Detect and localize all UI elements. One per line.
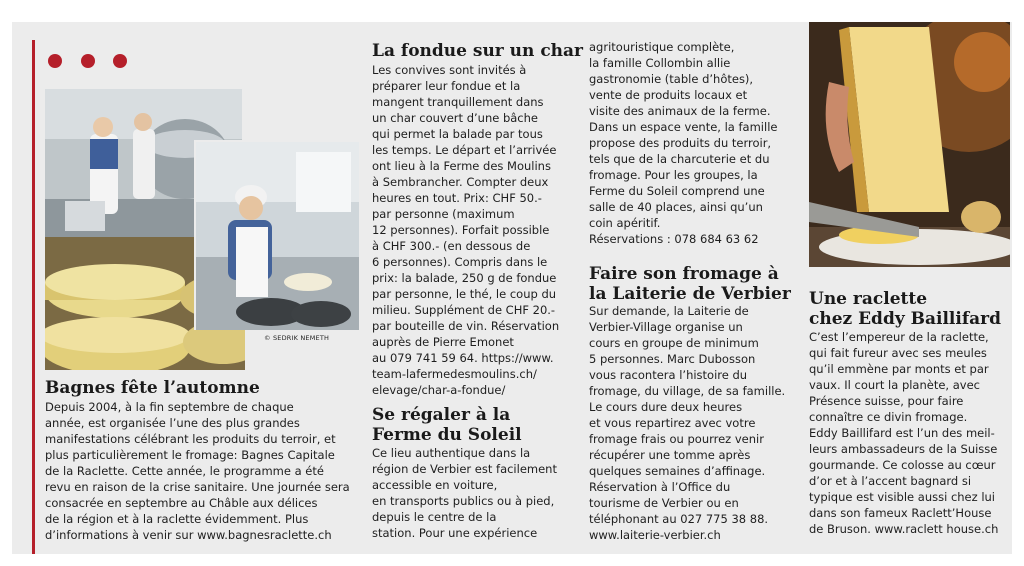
article-title-bagnes: Bagnes fête l’automne <box>45 378 260 398</box>
decorative-dot <box>81 54 95 68</box>
decorative-dot <box>113 54 127 68</box>
article-body-fondue: Les convives sont invités à préparer leur fondue et la mangent tranquillement dans un char couvert d’une bâche qui permet la balade par tous les temps. Le départ et l’arrivée ont lieu à la Ferme des Moulins à Sembrancher. Compter deux heures en tout. Prix: CHF 50.- par personne (maximum 12 personnes). Forfait possible à CHF 300.- (en dessous de 6 personnes). Compris dans le prix: la balade, 250 g de fondue par personne, le thé, le coup du milieu. Supplément de CHF 20.- par bouteille de vin. Réservation auprès de Pierre Emonet au 079 741 59 64. https://www. team-lafermedesmoulins.ch/ elevage/char-a-fondue/ <box>372 63 560 397</box>
raclette-photo <box>809 22 1010 267</box>
article-body-laiterie: Sur demande, la Laiterie de Verbier-Village organise un cours en groupe de minimum 5 personnes. Marc Dubosson vous racontera l’histoire du fromage, du village, de sa famille. Le cours dure deux heures et vous repartirez avec votre fromage frais ou pourrez venir récupérer une tomme après quelques semaines d’affinage. Réservation à l’Office du tourisme de Verbier ou en téléphonant au 027 775 38 88. www.laiterie-verbier.ch <box>589 304 786 542</box>
article-body-raclette: C’est l’empereur de la raclette, qui fait fureur avec ses meules qu’il emmène par monts et par vaux. Il court la planète, avec Présence suisse, pour faire connaître ce divin fromage. Eddy Baillifard est l’un des meil- leurs ambassadeurs de la Suisse gourmande. Ce colosse au cœur d’or et à l’accent bagnard si typique est visible aussi chez lui dans son fameux Raclett’House de Bruson. www.raclett house.ch <box>809 330 999 536</box>
article-body-bagnes: Depuis 2004, à la fin septembre de chaque année, est organisée l’une des plus grandes manifestations célébrant les produits du terroir, et plus particulièrement le fromage: Bagnes Capitale de la Raclette. Cette année, le programme a été revu en raison de la crise sanitaire. Une journée sera consacrée en septembre au Châble aux délices de la région et à la raclette évidemment. Plus d’informations à venir sur www.bagnesraclette.ch <box>45 400 350 542</box>
decorative-dot <box>48 54 62 68</box>
cheesemaker-photo <box>194 140 359 330</box>
article-title-raclette: Une raclette chez Eddy Baillifard <box>809 289 1002 329</box>
photo-credit: © SEDRIK NEMETH <box>264 334 330 342</box>
accent-bar <box>32 40 35 554</box>
article-title-ferme: Se régaler à la Ferme du Soleil <box>372 405 522 445</box>
article-body-ferme-continued: agritouristique complète, la famille Collombin allie gastronomie (table d’hôtes), vente de produits locaux et visite des animaux de la ferme. Dans un espace vente, la famille propose des produits du terroir, tels que de la charcuterie et du fromage. Pour les groupes, la Ferme du Soleil comprend une salle de 40 places, ainsi qu’un coin apéritif. Réservations : 078 684 63 62 <box>589 40 778 246</box>
magazine-page <box>12 22 1012 554</box>
article-title-fondue: La fondue sur un char <box>372 41 584 61</box>
article-body-ferme: Ce lieu authentique dans la région de Verbier est facilement accessible en voiture, en transports publics ou à pied, depuis le centre de la station. Pour une expérience <box>372 446 557 540</box>
article-title-laiterie: Faire son fromage à la Laiterie de Verbier <box>589 264 791 304</box>
